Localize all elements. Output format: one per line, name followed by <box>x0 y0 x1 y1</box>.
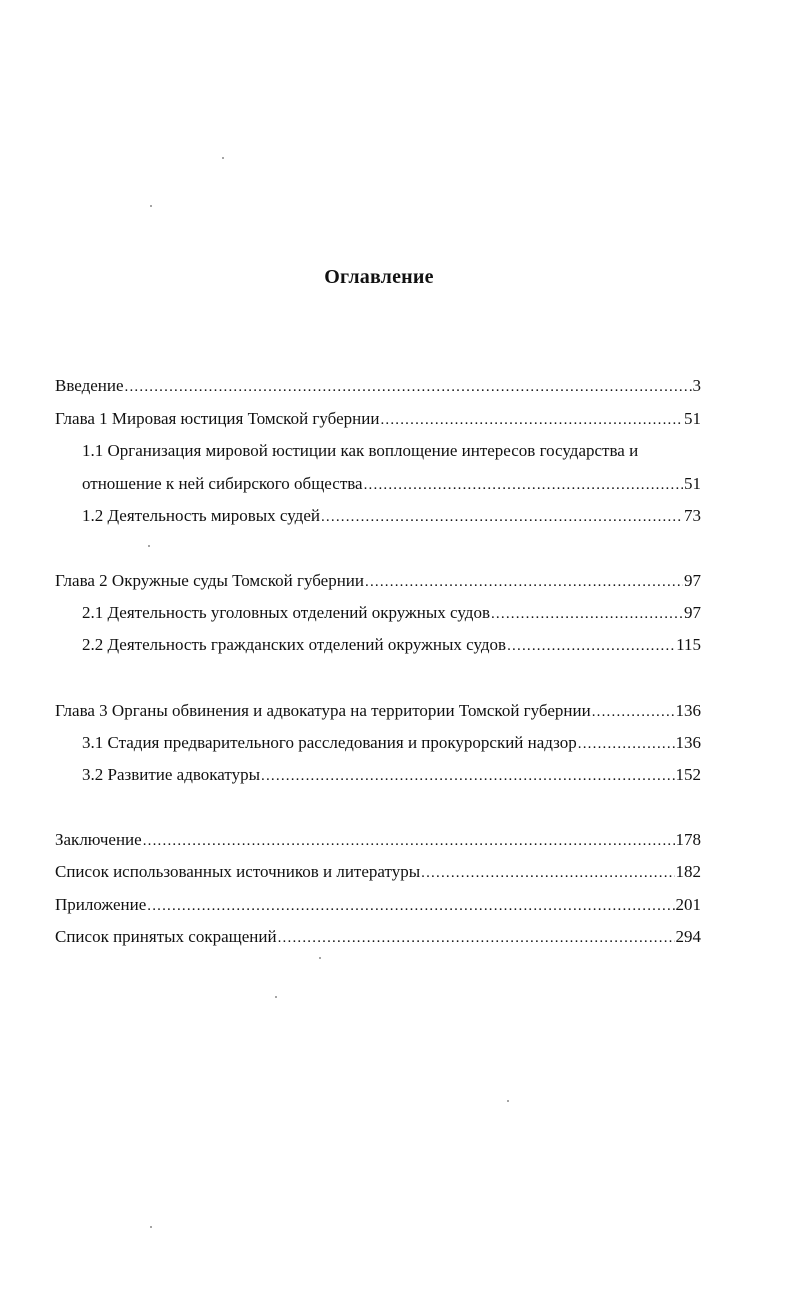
toc-entry-introduction[interactable] <box>55 376 701 400</box>
toc-entry-section-2-1[interactable] <box>82 603 701 627</box>
toc-entry-chapter-1[interactable] <box>55 409 701 433</box>
toc-label: Глава 3 Органы обвинения и адвокатура на территории Томской губернии <box>55 701 591 720</box>
toc-leader-dots <box>147 898 674 915</box>
toc-page-number: 115 <box>676 635 701 654</box>
toc-label: 1.2 Деятельность мировых судей <box>82 506 320 525</box>
toc-page-number: 201 <box>675 895 701 914</box>
toc-label: Глава 1 Мировая юстиция Томской губернии <box>55 409 380 428</box>
toc-label: 1.1 Организация мировой юстиции как воплощение интересов государства и <box>82 441 639 460</box>
scan-speck <box>507 1100 509 1102</box>
toc-entry-appendix[interactable] <box>55 895 701 919</box>
toc-label: Введение <box>55 376 124 395</box>
toc-leader-dots <box>278 930 675 947</box>
toc-entry-chapter-3[interactable] <box>55 701 701 725</box>
toc-page-number: 136 <box>675 701 701 720</box>
toc-entry-conclusion[interactable] <box>55 830 701 854</box>
toc-page-number: 182 <box>675 862 701 881</box>
toc-label: 2.2 Деятельность гражданских отделений окружных судов <box>82 635 507 654</box>
toc-page-number: 3 <box>692 376 701 395</box>
toc-entry-section-1-1-continued[interactable] <box>82 474 701 498</box>
toc-leader-dots <box>321 509 683 526</box>
toc-page-number: 152 <box>675 765 701 784</box>
toc-leader-dots <box>507 638 675 655</box>
toc-entry-chapter-2[interactable] <box>55 571 701 595</box>
toc-entry-section-3-1[interactable] <box>82 733 701 757</box>
toc-leader-dots <box>578 736 675 753</box>
toc-label: Список использованных источников и литературы <box>55 862 421 881</box>
toc-leader-dots <box>592 704 675 721</box>
toc-entry-section-1-2[interactable] <box>82 506 701 530</box>
page-title: Оглавление <box>324 266 434 288</box>
toc-page-number: 97 <box>684 571 701 590</box>
scan-speck <box>150 1226 152 1228</box>
toc-page-number: 97 <box>684 603 701 622</box>
toc-entry-abbreviations[interactable] <box>55 927 701 951</box>
toc-entry-section-3-2[interactable] <box>82 765 701 789</box>
scan-speck <box>148 545 150 547</box>
toc-page-number: 73 <box>684 506 701 525</box>
toc-label: 3.1 Стадия предварительного расследования и прокурорский надзор <box>82 733 577 752</box>
toc-page-number: 51 <box>684 474 701 493</box>
scan-speck <box>275 996 277 998</box>
toc-label: Приложение <box>55 895 147 914</box>
toc-entry-section-1-1[interactable] <box>82 441 701 465</box>
toc-leader-dots <box>365 574 683 591</box>
scan-speck <box>222 157 224 159</box>
toc-entry-section-2-2[interactable] <box>82 635 701 659</box>
toc-leader-dots <box>421 865 674 882</box>
toc-label: 2.1 Деятельность уголовных отделений окружных судов <box>82 603 490 622</box>
toc-leader-dots <box>380 412 683 429</box>
toc-leader-dots <box>261 768 674 785</box>
toc-label: Заключение <box>55 830 142 849</box>
toc-page-number: 294 <box>675 927 701 946</box>
toc-leader-dots <box>125 379 692 396</box>
scan-speck <box>319 957 321 959</box>
toc-entry-sources[interactable] <box>55 862 701 886</box>
toc-label: 3.2 Развитие адвокатуры <box>82 765 261 784</box>
toc-page-number: 178 <box>675 830 701 849</box>
toc-leader-dots <box>491 606 683 623</box>
scan-speck <box>150 205 152 207</box>
toc-page-number: 136 <box>675 733 701 752</box>
toc-leader-dots <box>143 833 675 850</box>
toc-leader-dots <box>364 477 683 494</box>
toc-label: Глава 2 Окружные суды Томской губернии <box>55 571 364 590</box>
toc-page-number: 51 <box>684 409 701 428</box>
toc-label: Список принятых сокращений <box>55 927 277 946</box>
toc-label: отношение к ней сибирского общества <box>82 474 363 493</box>
